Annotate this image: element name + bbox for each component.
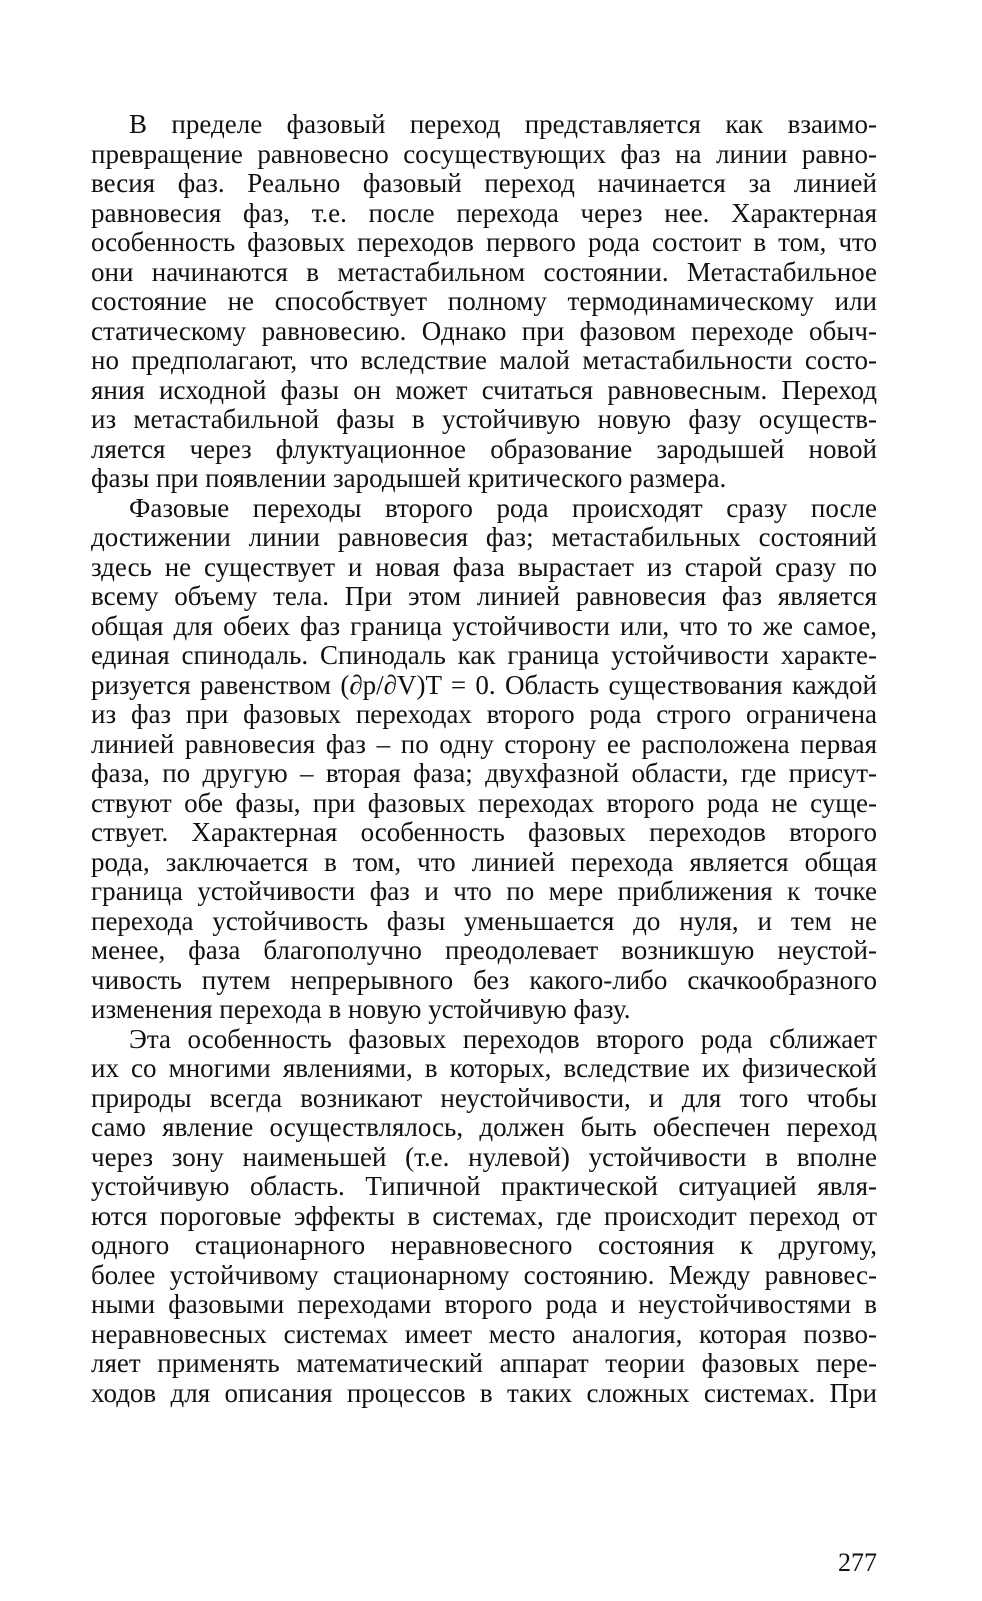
text-line: линией равновесия фаз – по одну сторону ее расположена первая bbox=[91, 728, 877, 759]
text-line: В пределе фазовый переход представляется как взаимо- bbox=[129, 109, 877, 139]
text-line: само явление осуществлялось, должен быть обеспечен переход bbox=[91, 1112, 877, 1142]
text-line: ными фазовыми переходами второго рода и неустойчивостями в bbox=[91, 1289, 877, 1319]
text-line: единая спинодаль. Спинодаль как граница устойчивости характе- bbox=[91, 640, 877, 670]
text-line: более устойчивому стационарному состоянию. Между равновес- bbox=[91, 1259, 877, 1290]
text-line: фазы при появлении зародышей критического размера. bbox=[91, 463, 727, 493]
text-line: всему объему тела. При этом линией равновесия фаз является bbox=[91, 581, 877, 611]
text-line: из метастабильной фазы в устойчивую новую фазу осуществ- bbox=[91, 404, 877, 434]
book-page bbox=[91, 109, 877, 1577]
text-line: весия фаз. Реально фазовый переход начинается за линией bbox=[91, 168, 877, 198]
text-line: ствует. Характерная особенность фазовых переходов второго bbox=[91, 817, 877, 847]
text-line: особенность фазовых переходов первого рода состоит в том, что bbox=[91, 227, 877, 257]
text-line: граница устойчивости фаз и что по мере приближения к точке bbox=[91, 876, 877, 906]
text-line: рода, заключается в том, что линией перехода является общая bbox=[91, 846, 877, 877]
text-line: здесь не существует и новая фаза вырастает из старой сразу по bbox=[91, 551, 877, 582]
text-line: устойчивую область. Типичной практической ситуацией явля- bbox=[91, 1171, 877, 1201]
text-line: фаза, по другую – вторая фаза; двухфазной области, где присут- bbox=[91, 758, 877, 788]
text-line: ются пороговые эффекты в системах, где происходит переход от bbox=[91, 1200, 877, 1231]
paragraph bbox=[91, 1025, 877, 1409]
text-line: Эта особенность фазовых переходов второго рода сближает bbox=[129, 1023, 877, 1054]
text-line: через зону наименьшей (т.е. нулевой) устойчивости в вполне bbox=[91, 1141, 877, 1172]
text-line: ствуют обе фазы, при фазовых переходах второго рода не суще- bbox=[91, 787, 877, 818]
text-line: ляет применять математический аппарат теории фазовых пере- bbox=[91, 1348, 877, 1378]
text-line: статическому равновесию. Однако при фазовом переходе обыч- bbox=[91, 315, 877, 346]
text-line: природы всегда возникают неустойчивости, и для того чтобы bbox=[91, 1082, 877, 1113]
text-line: ходов для описания процессов в таких сложных системах. При bbox=[91, 1377, 877, 1408]
text-line: яния исходной фазы он может считаться равновесным. Переход bbox=[91, 374, 877, 405]
text-line: одного стационарного неравновесного состояния к другому, bbox=[91, 1230, 877, 1260]
text-line: чивость путем непрерывного без какого-либо скачкообразного bbox=[91, 964, 877, 995]
paragraph bbox=[91, 494, 877, 1025]
text-line: ризуется равенством (∂p/∂V)T = 0. Область существования каждой bbox=[91, 669, 877, 700]
text-line: из фаз при фазовых переходах второго рода строго ограничена bbox=[91, 699, 877, 729]
text-line: изменения перехода в новую устойчивую фазу. bbox=[91, 994, 631, 1024]
text-line: они начинаются в метастабильном состоянии. Метастабильное bbox=[91, 256, 877, 287]
paragraph bbox=[91, 110, 877, 494]
text-line: но предполагают, что вследствие малой метастабильности состо- bbox=[91, 345, 877, 375]
page-number: 277 bbox=[838, 1548, 877, 1577]
text-line: их со многими явлениями, в которых, вследствие их физической bbox=[91, 1053, 877, 1083]
text-line: ляется через флуктуационное образование зародышей новой bbox=[91, 433, 877, 464]
page-body-text bbox=[91, 110, 877, 1408]
text-line: состояние не способствует полному термодинамическому или bbox=[91, 286, 877, 316]
text-line: перехода устойчивость фазы уменьшается до нуля, и тем не bbox=[91, 905, 877, 936]
text-line: общая для обеих фаз граница устойчивости или, что то же самое, bbox=[91, 610, 877, 641]
text-line: достижении линии равновесия фаз; метастабильных состояний bbox=[91, 522, 877, 552]
text-line: менее, фаза благополучно преодолевает возникшую неустой- bbox=[91, 935, 877, 965]
text-line: неравновесных системах имеет место аналогия, которая позво- bbox=[91, 1318, 877, 1349]
text-line: равновесия фаз, т.е. после перехода через нее. Характерная bbox=[91, 197, 877, 228]
text-line: Фазовые переходы второго рода происходят сразу после bbox=[129, 492, 877, 523]
text-line: превращение равновесно сосуществующих фаз на линии равно- bbox=[91, 138, 877, 169]
